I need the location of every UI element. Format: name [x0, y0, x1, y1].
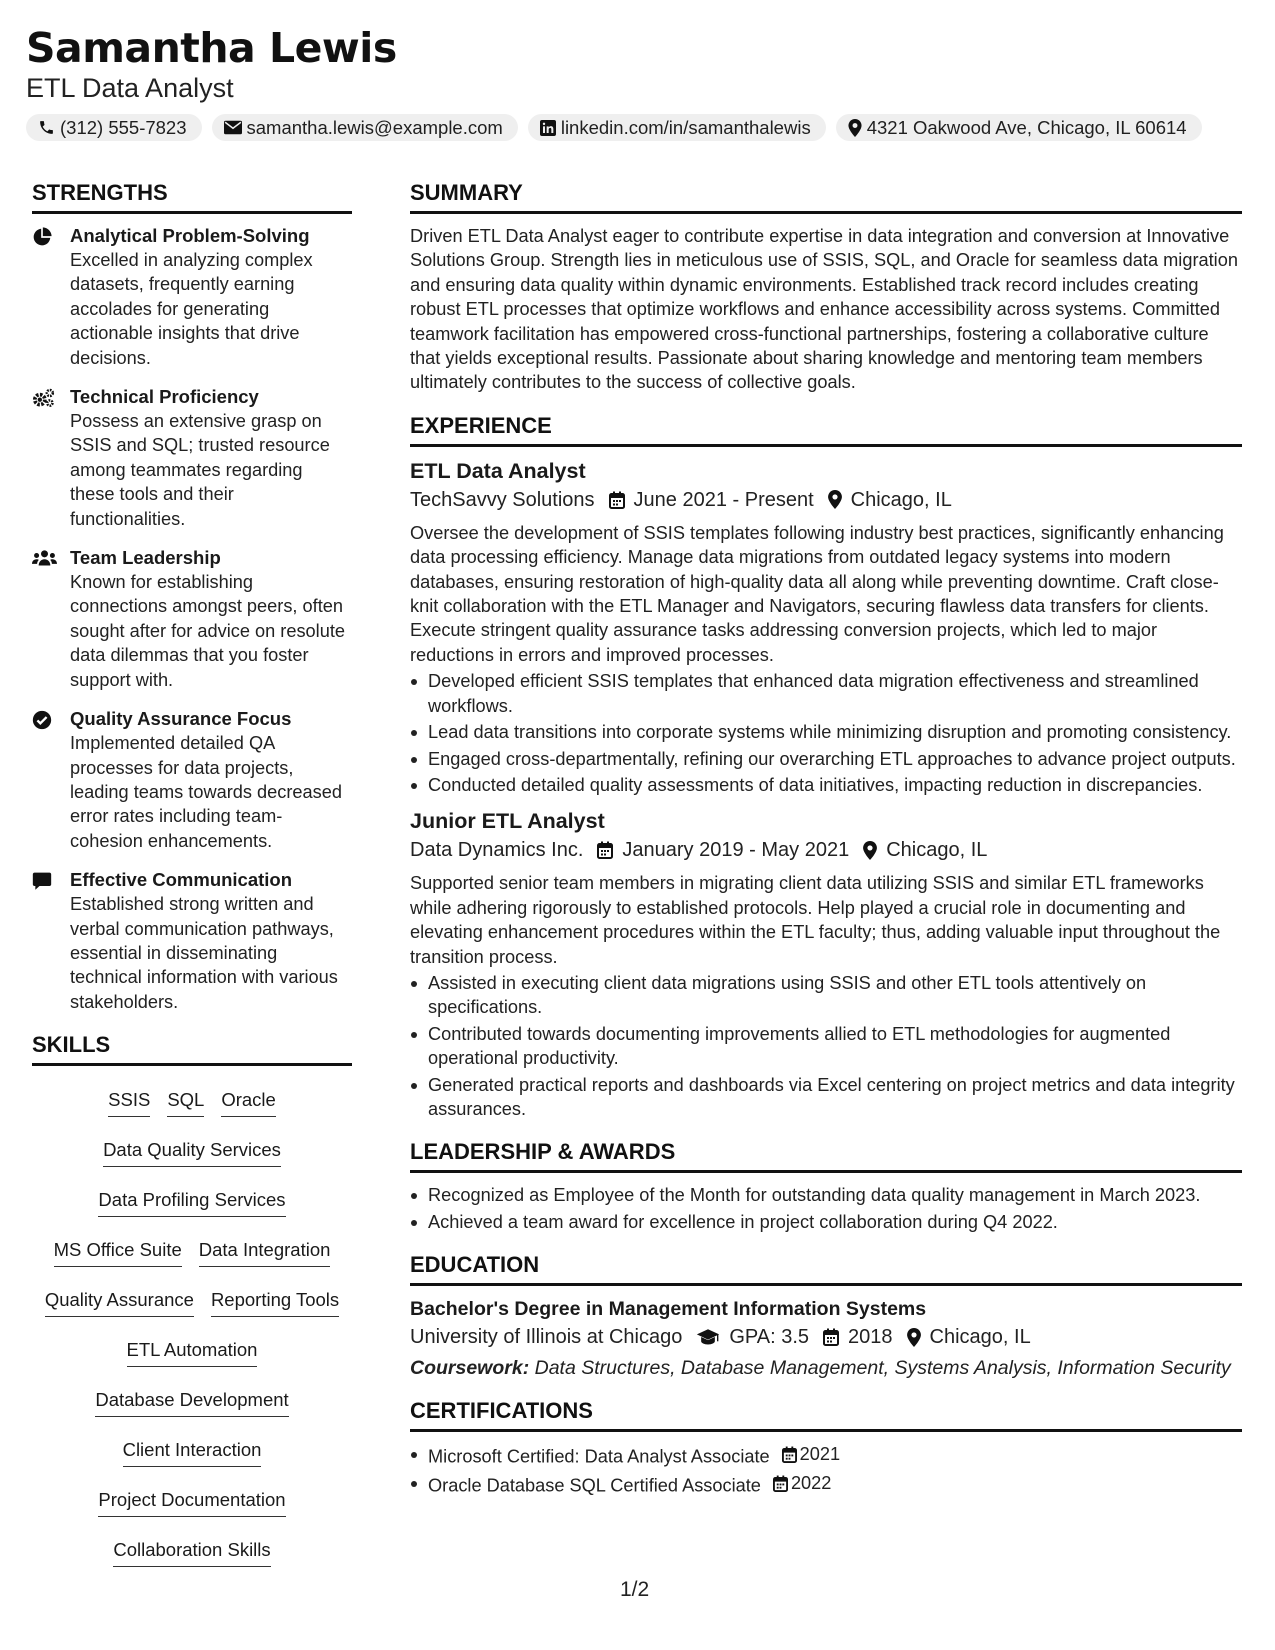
strength-title: Technical Proficiency	[70, 386, 259, 408]
leadership-heading: LEADERSHIP & AWARDS	[410, 1139, 1242, 1173]
strength-text: Known for establishing connections amongst peers, often sought after for advice on resolute data dilemmas that you foster support with.	[70, 572, 345, 690]
address-text: 4321 Oakwood Ave, Chicago, IL 60614	[866, 116, 1187, 138]
job-company: TechSavvy Solutions	[410, 488, 595, 511]
job-location: Chicago, IL	[886, 839, 988, 862]
strength-item	[32, 868, 352, 1014]
job-meta	[410, 835, 1242, 865]
candidate-name: Samantha Lewis	[26, 24, 397, 72]
job-bullet: Contributed towards documenting improvements allied to ETL methodologies for augmented operational productivity.	[410, 1022, 1242, 1071]
skills-heading: SKILLS	[32, 1032, 352, 1066]
job-bullet: Conducted detailed quality assessments of data initiatives, impacting reduction in discrepancies.	[410, 773, 1242, 797]
strengths-heading: STRENGTHS	[32, 180, 352, 214]
certification-name: Microsoft Certified: Data Analyst Associate	[428, 1446, 770, 1467]
job-bullet: Developed efficient SSIS templates that enhanced data migration effectiveness and streamlined workflows.	[410, 669, 1242, 718]
contact-phone[interactable]	[26, 114, 202, 141]
strength-title: Analytical Problem-Solving	[70, 225, 310, 246]
job-dates: June 2021 - Present	[633, 488, 814, 511]
skill-tag: Collaboration Skills	[113, 1532, 270, 1567]
phone-text: (312) 555-7823	[60, 116, 187, 138]
skills-list	[32, 1076, 352, 1582]
contact-email[interactable]	[212, 114, 518, 141]
strength-text: Excelled in analyzing complex datasets, frequently earning accolades for generating actionable insights that drive decisions.	[70, 250, 313, 368]
certification-year: 2021	[799, 1444, 841, 1465]
leadership-item: Recognized as Employee of the Month for outstanding data quality management in March 2023.	[410, 1183, 1242, 1207]
strength-item	[32, 707, 352, 853]
experience-heading: EXPERIENCE	[410, 413, 1242, 447]
left-column	[32, 180, 352, 1600]
envelope-icon	[224, 120, 242, 135]
certifications-section	[410, 1398, 1242, 1498]
strength-item	[32, 224, 352, 370]
summary-heading: SUMMARY	[410, 180, 1242, 214]
leadership-section	[410, 1139, 1242, 1234]
education-meta	[410, 1322, 1242, 1352]
certification-name: Oracle Database SQL Certified Associate	[428, 1476, 761, 1496]
skill-tag: Data Integration	[199, 1232, 331, 1267]
skill-tag: Data Profiling Services	[98, 1182, 285, 1217]
contact-linkedin[interactable]	[528, 114, 826, 141]
skill-tag: Client Interaction	[123, 1432, 262, 1467]
skill-tag: Project Documentation	[98, 1482, 285, 1517]
job-description: Supported senior team members in migrating client data utilizing SSIS and similar ETL frameworks while adhering rigorously to established protocols. Help played a crucial role in documenting and elevating enhancement procedures within the ETL faculty; thus, adding valuable input throughout the transition process.	[410, 873, 1221, 967]
skill-tag: ETL Automation	[127, 1332, 258, 1367]
check-circle-icon	[32, 710, 52, 730]
job-bullet: Engaged cross-departmentally, refining our overarching ETL approaches to advance project outputs.	[410, 747, 1242, 771]
education-coursework	[410, 1356, 1242, 1380]
leadership-item: Achieved a team award for excellence in project collaboration during Q4 2022.	[410, 1210, 1242, 1234]
education-year: 2018	[848, 1326, 893, 1349]
job-bullets	[410, 669, 1242, 797]
gears-icon	[32, 388, 56, 408]
job-location: Chicago, IL	[850, 488, 952, 511]
skill-tag: SSIS	[108, 1082, 150, 1117]
certification-item	[410, 1471, 1242, 1498]
skill-tag: Database Development	[95, 1382, 288, 1417]
page-number: 1/2	[620, 1578, 650, 1601]
map-marker-icon	[848, 119, 862, 137]
calendar-icon	[782, 1446, 797, 1463]
strength-item	[32, 546, 352, 692]
graduation-cap-icon	[696, 1328, 720, 1346]
job-bullets	[410, 971, 1242, 1121]
experience-section	[410, 413, 1242, 1122]
certification-item	[410, 1442, 1242, 1469]
users-icon	[32, 549, 57, 567]
skill-tag: MS Office Suite	[54, 1232, 182, 1267]
contact-address	[836, 114, 1202, 141]
resume-header	[26, 22, 1249, 141]
job-bullet: Assisted in executing client data migrations using SSIS and other ETL tools attentively on specifications.	[410, 971, 1242, 1020]
coursework-text: Data Structures, Database Management, Systems Analysis, Information Security	[534, 1357, 1231, 1380]
skill-tag: Data Quality Services	[103, 1132, 281, 1167]
strength-text: Established strong written and verbal communication pathways, essential in disseminating technical information with various stakeholders.	[70, 894, 338, 1012]
education-school: University of Illinois at Chicago	[410, 1326, 683, 1349]
strength-title: Effective Communication	[70, 869, 293, 891]
skill-tag: Reporting Tools	[211, 1282, 339, 1317]
candidate-title: ETL Data Analyst	[26, 73, 234, 103]
calendar-icon	[823, 1328, 839, 1346]
certifications-heading: CERTIFICATIONS	[410, 1398, 1242, 1432]
skills-section	[32, 1032, 352, 1582]
certification-year: 2022	[790, 1473, 832, 1494]
job-bullet: Generated practical reports and dashboards via Excel centering on project metrics and data integrity assurances.	[410, 1073, 1242, 1122]
leadership-list	[410, 1183, 1242, 1234]
map-marker-icon	[907, 1328, 921, 1347]
strength-text: Implemented detailed QA processes for data projects, leading teams towards decreased error rates including team-cohesion enhancements.	[70, 733, 342, 851]
job-entry	[410, 457, 1242, 797]
skill-tag: Oracle	[221, 1082, 276, 1117]
right-column	[410, 180, 1242, 1516]
comment-icon	[32, 871, 52, 891]
coursework-label: Coursework:	[410, 1357, 530, 1380]
linkedin-icon	[540, 120, 556, 136]
calendar-icon	[773, 1475, 788, 1492]
calendar-icon	[597, 841, 613, 859]
job-title: ETL Data Analyst	[410, 458, 586, 483]
calendar-icon	[609, 491, 625, 509]
strengths-section	[32, 180, 352, 1014]
education-location: Chicago, IL	[929, 1326, 1031, 1349]
strength-title: Team Leadership	[70, 547, 221, 569]
map-marker-icon	[863, 841, 877, 860]
skill-tag: Quality Assurance	[45, 1282, 194, 1317]
summary-section	[410, 180, 1242, 395]
email-text: samantha.lewis@example.com	[246, 116, 503, 138]
job-meta	[410, 485, 1242, 515]
strength-text: Possess an extensive grasp on SSIS and SQL; trusted resource among teammates regarding these tools and their functionalities.	[70, 411, 330, 529]
job-company: Data Dynamics Inc.	[410, 839, 584, 862]
job-description: Oversee the development of SSIS templates following industry best practices, significantly enhancing data processing efficiency. Manage data migrations from outdated legacy systems into modern databases, ensuring restoration of high-quality data all along while preventing downtime. Craft close-knit collaboration with the ETL Manager and Navigators, securing flawless data transfers for clients. Execute stringent quality assurance tasks addressing conversion projects, which led to major reductions in errors and improved processes.	[410, 522, 1224, 665]
job-dates: January 2019 - May 2021	[622, 839, 850, 862]
summary-text: Driven ETL Data Analyst eager to contribute expertise in data integration and conversion at Innovative Solutions Group. Strength lies in meticulous use of SSIS, SQL, and Oracle for seamless data migration and ensuring data quality within dynamic environments. Established track record includes creating robust ETL processes that optimize workflows and enhance accessibility across systems. Committed teamwork facilitation has empowered cross-functional partnerships, fostering a collaborative culture that yields exceptional results. Passionate about sharing knowledge and mentoring team members ultimately contributes to the success of collective goals.	[410, 226, 1238, 393]
job-title: Junior ETL Analyst	[410, 809, 605, 834]
linkedin-text: linkedin.com/in/samanthalewis	[560, 116, 811, 138]
phone-icon	[38, 119, 55, 136]
education-heading: EDUCATION	[410, 1252, 1242, 1286]
education-degree: Bachelor's Degree in Management Information Systems	[410, 1298, 927, 1321]
certifications-list	[410, 1442, 1242, 1498]
strength-item	[32, 385, 352, 531]
map-marker-icon	[828, 490, 842, 509]
job-entry	[410, 807, 1242, 1121]
skill-tag: SQL	[167, 1082, 204, 1117]
education-gpa: GPA: 3.5	[729, 1326, 810, 1349]
contact-bar	[26, 114, 1249, 141]
chart-pie-icon	[32, 227, 52, 247]
education-section	[410, 1252, 1242, 1380]
strength-title: Quality Assurance Focus	[70, 708, 292, 730]
job-bullet: Lead data transitions into corporate systems while minimizing disruption and promoting consistency.	[410, 720, 1242, 744]
